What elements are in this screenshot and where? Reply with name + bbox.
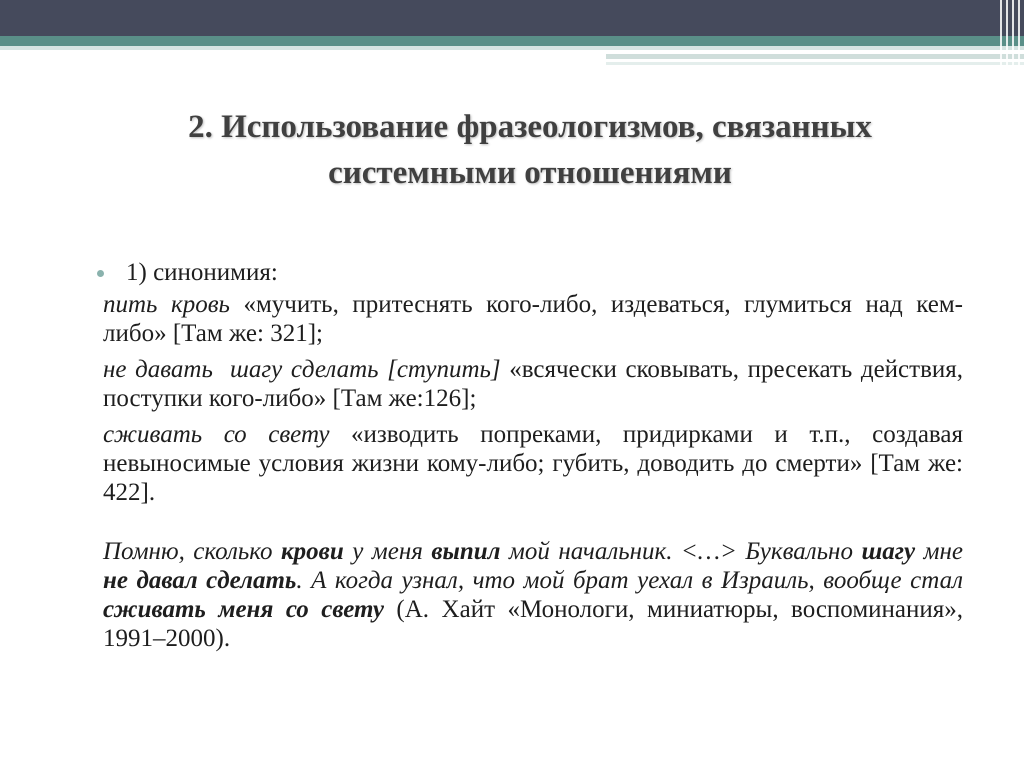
idiom-entry [103,420,963,507]
header-stripe [606,62,1024,65]
quote-highlight: сживать меня со свету [103,596,384,623]
quote-text: . А когда узнал, что мой брат уехал в Израиль, вообще стал [296,567,963,594]
example-quote [103,537,963,653]
idiom-phrase: не давать шагу сделать [ступить] [103,356,501,383]
header-stripe [606,54,1024,59]
idiom-entry [103,290,963,348]
header-banner-teal [0,36,1024,46]
slide-title-line: системными отношениями [328,155,732,191]
slide-body [103,258,963,653]
header-banner-light [0,46,1024,50]
header-vertical-lines [998,0,1024,68]
idiom-definition: «изводить попреками, придирками и т.п., создавая невыносимые условия жизни кому-либо; губить, доводить до смерти» [Там же: 422]. [103,421,963,506]
quote-highlight: шагу [861,538,916,565]
idiom-definition: «мучить, притеснять кого-либо, издеваться, глумиться над кем-либо» [Там же: 321]; [103,291,963,347]
bullet-text: 1) синонимия: [126,259,278,286]
quote-text: мне [915,538,964,565]
quote-text: Помню, сколько [103,538,281,565]
quote-source: (А. Хайт «Монологи, миниатюры, воспоминания», 1991–2000). [103,596,963,652]
header-banner-dark [0,0,1024,36]
bullet-dot-icon [97,270,104,277]
slide-title [60,104,1000,196]
idiom-phrase: пить кровь [103,291,230,318]
bullet-item [103,258,963,287]
idiom-phrase: сживать со свету [103,421,330,448]
quote-text: мой начальник. <…> Буквально [500,538,862,565]
quote-highlight: не давал сделать [103,567,297,594]
idiom-entry [103,355,963,413]
quote-text: у меня [343,538,432,565]
quote-highlight: выпил [431,538,501,565]
slide-title-line: 2. Использование фразеологизмов, связанных [188,109,872,145]
idiom-definition: «всячески сковывать, пресекать действия, поступки кого-либо» [Там же:126]; [103,356,963,412]
quote-highlight: крови [281,538,344,565]
